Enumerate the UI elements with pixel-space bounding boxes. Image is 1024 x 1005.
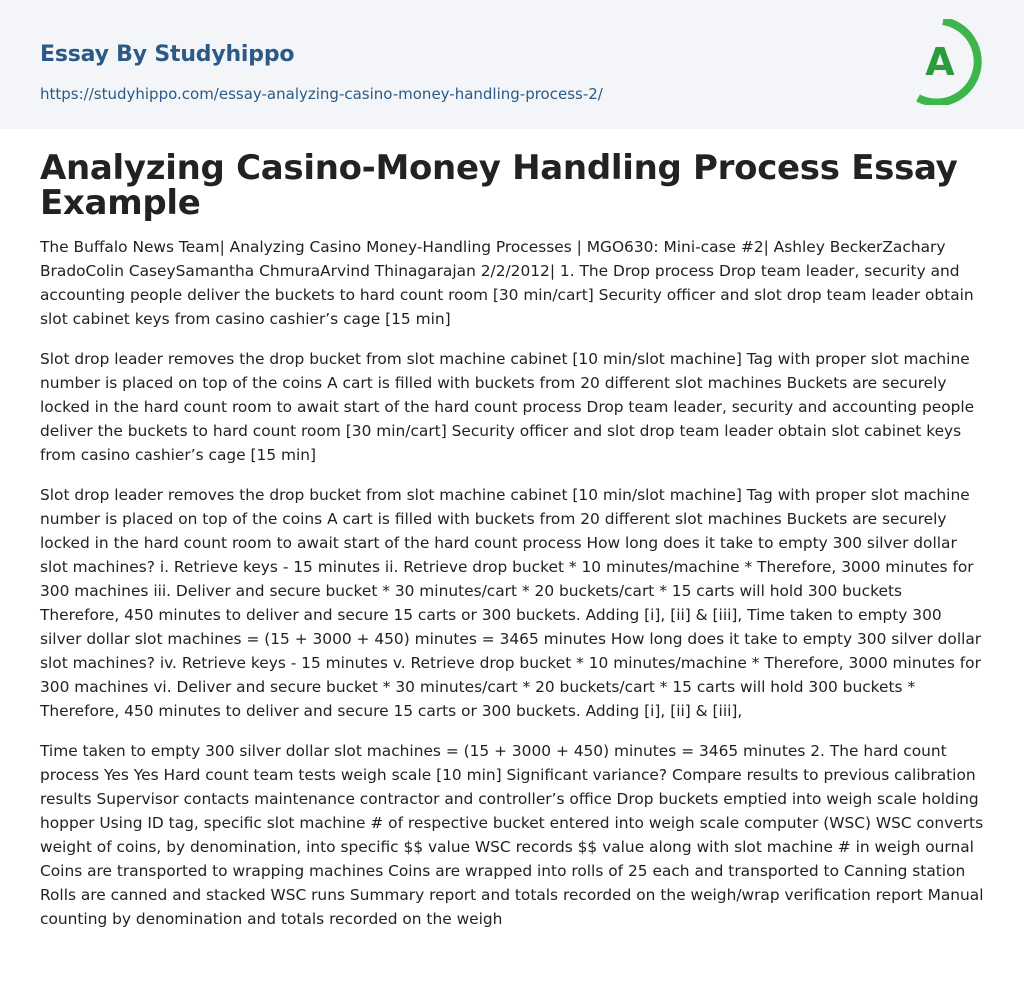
site-header — [0, 0, 1024, 129]
article — [0, 148, 1024, 931]
page-title: Analyzing Casino-Money Handling Process Essay Example — [40, 148, 958, 223]
essay-paragraph-4: Time taken to empty 300 silver dollar slot machines = (15 + 3000 + 450) minutes = 3465 minutes 2. The hard count process Yes Yes Hard count team tests weigh scale [10 min] Significant variance? Compare results to previous calibration results Supervisor contacts maintenance contractor and controller’s office Drop buckets emptied into weigh scale holding hopper Using ID tag, specific slot machine # of respective bucket entered into weigh scale computer (WSC) WSC converts weight of coins, by denomination, into specific $$ value WSC records $$ value along with slot machine # in weigh ournal Coins are transported to wrapping machines Coins are wrapped into rolls of 25 each and transported to Canning station Rolls are canned and stacked WSC runs Summary report and totals recorded on the weigh/wrap verification report Manual counting by denomination and totals recorded on the weigh — [40, 742, 984, 928]
source-url-link[interactable]: https://studyhippo.com/essay-analyzing-casino-money-handling-process-2/ — [40, 85, 603, 103]
essay-paragraph-3: Slot drop leader removes the drop bucket from slot machine cabinet [10 min/slot machine] Tag with proper slot machine number is placed on top of the coins A cart is filled with buckets from 20 different slot machines Buckets are securely locked in the hard count room to await start of the hard count process How long does it take to empty 300 silver dollar slot machines? i. Retrieve keys - 15 minutes ii. Retrieve drop bucket * 10 minutes/machine * Therefore, 3000 minutes for 300 machines iii. Deliver and secure bucket * 30 minutes/cart * 20 buckets/cart * 15 carts will hold 300 buckets Therefore, 450 minutes to deliver and secure 15 carts or 300 buckets. Adding [i], [ii] & [iii], Time taken to empty 300 silver dollar slot machines = (15 + 3000 + 450) minutes = 3465 minutes How long does it take to empty 300 silver dollar slot machines? iv. Retrieve keys - 15 minutes v. Retrieve drop bucket * 10 minutes/machine * Therefore, 3000 minutes for 300 machines vi. Deliver and secure bucket * 30 minutes/cart * 20 buckets/cart * 15 carts will hold 300 buckets * Therefore, 450 minutes to deliver and secure 15 carts or 300 buckets. Adding [i], [ii] & [iii], — [40, 486, 982, 720]
studyhippo-logo-icon[interactable] — [912, 19, 986, 105]
site-brand[interactable]: Essay By Studyhippo — [40, 42, 295, 67]
essay-paragraph-2: Slot drop leader removes the drop bucket from slot machine cabinet [10 min/slot machine] Tag with proper slot machine number is placed on top of the coins A cart is filled with buckets from 20 different slot machines Buckets are securely locked in the hard count room to await start of the hard count process Drop team leader, security and accounting people deliver the buckets to hard count room [30 min/cart] Security officer and slot drop team leader obtain slot cabinet keys from casino cashier’s cage [15 min] — [40, 350, 975, 464]
logo-letter: A — [925, 40, 955, 84]
essay-paragraph-1: The Buffalo News Team| Analyzing Casino Money-Handling Processes | MGO630: Mini-case #2| Ashley BeckerZachary BradoColin CaseySamantha ChmuraArvind Thinagarajan 2/2/2012| 1. The Drop process Drop team leader, security and accounting people deliver the buckets to hard count room [30 min/cart] Security officer and slot drop team leader obtain slot cabinet keys from casino cashier’s cage [15 min] — [40, 238, 974, 328]
